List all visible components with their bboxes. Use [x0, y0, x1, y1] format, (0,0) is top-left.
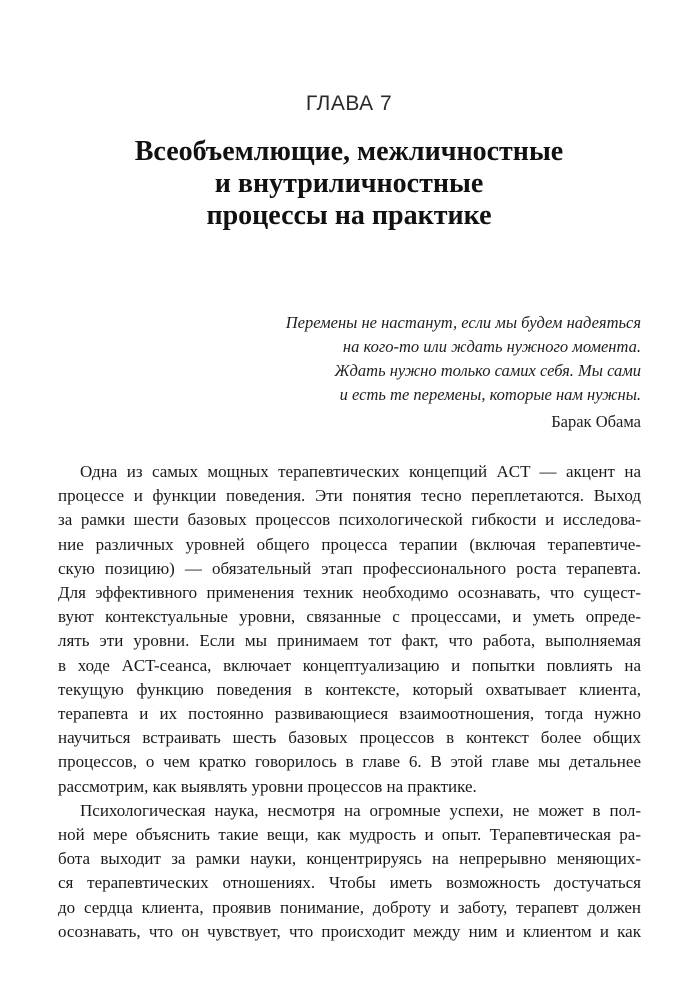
text-line: до сердца клиента, проявив понимание, доброту и заботу, терапевт должен: [58, 897, 641, 917]
text-line: терапевта и их постоянно развивающиеся взаимоотношения, тогда нужно: [58, 704, 641, 724]
chapter-title: [0, 136, 698, 232]
text-line: Психологическая наука, несмотря на огромные успехи, не может в пол-: [80, 800, 641, 820]
text-line: в ходе ACT-сеанса, включает концептуализацию и попытки повлиять на: [58, 655, 641, 675]
text-line: лять эти уровни. Если мы принимаем тот факт, что работа, выполняемая: [58, 631, 641, 651]
paragraph: [58, 799, 641, 944]
text-line: процессов, о чем кратко говорилось в главе 6. В этой главе мы детальнее: [58, 752, 641, 772]
epigraph-line: Перемены не настанут, если мы будем надеяться: [285, 313, 641, 332]
epigraph-line: Ждать нужно только самих себя. Мы сами: [334, 361, 641, 380]
text-line: научиться встраивать шесть базовых процессов в контекст более общих: [58, 728, 641, 748]
text-line: бота выходит за рамки науки, концентрируясь на непрерывно меняющих-: [58, 849, 641, 869]
chapter-label: ГЛАВА 7: [305, 92, 393, 115]
epigraph: [221, 311, 641, 434]
text-line: ся терапевтических отношениях. Чтобы иметь возможность достучаться: [58, 873, 641, 893]
text-line: скую позицию) — обязательный этап профессионального роста терапевта.: [58, 558, 641, 578]
text-line: текущую функцию поведения в контексте, который охватывает клиента,: [58, 679, 641, 699]
epigraph-line: на кого-то или ждать нужного момента.: [342, 337, 641, 356]
text-line: ние различных уровней общего процесса терапии (включая терапевтиче-: [58, 534, 641, 554]
text-line: осознавать, что он чувствует, что происходит между ним и клиентом и как: [58, 921, 641, 941]
chapter-title-line: Всеобъемлющие, межличностные: [134, 136, 564, 167]
text-line: вуют контекстуальные уровни, связанные с процессами, и уметь опреде-: [58, 607, 641, 627]
text-line: ной мере объяснить такие вещи, как мудрость и опыт. Терапевтическая ра-: [58, 825, 641, 845]
epigraph-author: Барак Обама: [551, 412, 641, 431]
paragraph: [58, 460, 641, 799]
chapter-title-line: процессы на практике: [206, 200, 492, 231]
text-line: процессе и функции поведения. Эти понятия тесно переплетаются. Выход: [58, 486, 641, 506]
text-line: за рамки шести базовых процессов психологической гибкости и исследова-: [58, 510, 641, 530]
text-line: Для эффективного применения техник необходимо осознавать, что сущест-: [58, 583, 641, 603]
body-text: [58, 460, 641, 944]
epigraph-line: и есть те перемены, которые нам нужны.: [339, 385, 641, 404]
text-line: Одна из самых мощных терапевтических концепций ACT — акцент на: [80, 462, 641, 481]
chapter-title-line: и внутриличностные: [214, 168, 484, 199]
text-line: рассмотрим, как выявлять уровни процессов на практике.: [58, 776, 477, 796]
